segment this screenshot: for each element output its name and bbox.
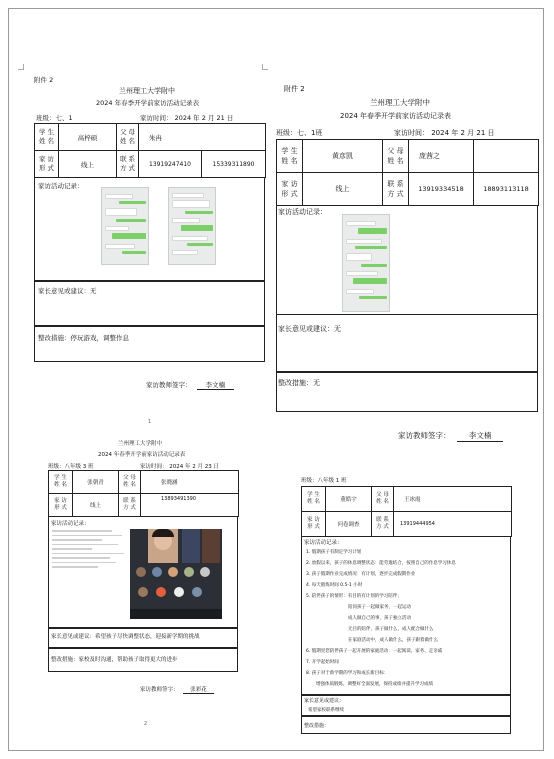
activity-record-label: 家访活动记录： bbox=[51, 521, 90, 527]
parent-name: 王冰霞 bbox=[394, 487, 512, 512]
page-number: 1 bbox=[148, 419, 152, 425]
class-info: 班级：八年级 3 班 bbox=[48, 464, 94, 470]
visit-form: 线上 bbox=[303, 173, 383, 206]
visit-form-label: 家 访 形 式 bbox=[277, 173, 303, 206]
record-page-4 bbox=[296, 472, 532, 740]
teacher-signature-label: 家访教师签字： bbox=[398, 431, 451, 440]
teacher-name: 李文楠 bbox=[197, 380, 235, 390]
activity-record-label: 家访活动记录： bbox=[38, 182, 84, 190]
school-name: 兰州理工大学附中 bbox=[118, 441, 163, 447]
record-line-13: 增强体质锻炼，调整好全面发展，保持成绩并提升学习成绩 bbox=[316, 682, 433, 687]
teacher-signature bbox=[146, 380, 234, 390]
teacher-name: 李文楠 bbox=[457, 430, 504, 442]
activity-record-label: 家访活动记录： bbox=[304, 540, 343, 546]
teacher-signature bbox=[140, 685, 214, 694]
phone-message-screenshot bbox=[52, 530, 126, 571]
parent-opinion-label: 家长意见或建议： bbox=[304, 698, 345, 704]
student-name: 张朝青 bbox=[73, 471, 119, 494]
student-name: 董皓宇 bbox=[326, 487, 372, 512]
visit-form-label: 家 访 形 式 bbox=[302, 512, 326, 537]
record-line-11: 7. 开学起始时间 bbox=[306, 660, 339, 665]
teacher-name: 张彩花 bbox=[183, 685, 214, 694]
visit-form: 线上 bbox=[59, 151, 117, 178]
contact-phone-2: 15339311890 bbox=[202, 151, 266, 178]
contact-phone-1: 13919247410 bbox=[139, 151, 202, 178]
chat-screenshot-1 bbox=[101, 187, 149, 265]
contact-label: 联 系 方 式 bbox=[383, 173, 409, 206]
visit-form-label: 家 访 形 式 bbox=[49, 494, 73, 517]
class-info: 班级：八年级 1 班 bbox=[301, 478, 347, 484]
parent-name: 朱冉 bbox=[139, 124, 266, 151]
parent-opinion: 家长意见或建议：无 bbox=[38, 287, 97, 295]
chat-screenshot-2 bbox=[168, 187, 216, 265]
record-line-2: 2. 放假以来，孩子的休息调整状态：能劳逸结合，按照自己的作息学习休息 bbox=[306, 561, 456, 566]
record-page-3 bbox=[40, 436, 245, 736]
parent-name: 庞茜之 bbox=[409, 140, 474, 173]
class-info: 班级：七、1 bbox=[36, 114, 73, 122]
record-line-1: 1. 假期孩子有制定学习计划 bbox=[306, 550, 362, 555]
attachment-label: 附件 2 bbox=[284, 85, 305, 93]
video-call-screenshot bbox=[130, 529, 222, 619]
parent-opinion: 家长意见或建议：希望孩子尽快调整状态，迎接新学期的挑战 bbox=[51, 634, 200, 640]
activity-record-box bbox=[34, 177, 265, 281]
parent-name: 张晓涵 bbox=[141, 471, 239, 494]
visit-form: 问卷调查 bbox=[326, 512, 372, 537]
record-info-table bbox=[48, 470, 239, 517]
record-info-table bbox=[34, 123, 266, 178]
student-name-label: 学 生 姓 名 bbox=[49, 471, 73, 494]
contact-label: 联 系 方 式 bbox=[117, 151, 139, 178]
form-title: 2024 年春季开学前家访活动记录表 bbox=[98, 452, 186, 458]
parent-opinion: 家长意见或建议：无 bbox=[278, 325, 341, 333]
rectification-measures: 整改措施：无 bbox=[278, 379, 320, 387]
activity-record-box bbox=[276, 205, 538, 315]
parent-name-label: 父 母 姓 名 bbox=[383, 140, 409, 173]
chat-screenshot bbox=[342, 214, 390, 312]
measure-box bbox=[301, 716, 511, 734]
record-line-12: 8. 孩子对于新学期的学习和成长新目标： bbox=[306, 671, 389, 676]
visit-date: 家访时间： 2024 年 2 月 21 日 bbox=[140, 114, 234, 122]
parent-name-label: 父 母 姓 名 bbox=[117, 124, 139, 151]
visit-date: 家访时间： 2024 年 2 月 21 日 bbox=[394, 129, 495, 137]
rectification-measures: 整改措施：停玩游戏，调整作息 bbox=[38, 334, 129, 342]
student-name-label: 学 生 姓 名 bbox=[277, 140, 303, 173]
rectification-measures: 整改措施： bbox=[304, 723, 330, 729]
contact-label: 联 系 方 式 bbox=[372, 512, 394, 537]
activity-record-label: 家访活动记录： bbox=[278, 208, 327, 216]
contact-phone-1: 13919334518 bbox=[409, 173, 474, 206]
teacher-signature bbox=[398, 430, 503, 442]
contact-phone: 13919444954 bbox=[394, 512, 512, 537]
record-line-7: 成人做自己的事，孩子独立活动 bbox=[348, 616, 411, 621]
parent-opinion: 希望家校联系继续 bbox=[308, 708, 344, 713]
measure-box bbox=[34, 326, 265, 362]
rectification-measures: 整改措施：家校及时沟通，帮助孩子取得更大的进步 bbox=[51, 657, 178, 663]
contact-label: 联 系 方 式 bbox=[119, 494, 141, 517]
student-name-label: 学 生 姓 名 bbox=[302, 487, 326, 512]
record-info-table bbox=[301, 486, 512, 537]
record-line-6: 陪同孩子一起做家务，一起运动 bbox=[348, 605, 411, 610]
parent-name-label: 父 母 姓 名 bbox=[119, 471, 141, 494]
record-line-9: 在家庭活动中，成人做什么，孩子跟着做什么 bbox=[348, 638, 438, 643]
contact-phone: 13893491390 bbox=[141, 494, 239, 517]
record-line-5: 5. 陪伴孩子的情形：有目的有计划的学习陪伴； bbox=[306, 594, 402, 599]
parent-name-label: 父 母 姓 名 bbox=[372, 487, 394, 512]
record-info-table bbox=[276, 139, 539, 206]
class-info: 班级：七、1班 bbox=[276, 129, 323, 137]
record-page-2 bbox=[272, 78, 540, 448]
form-title: 2024 年春季开学前家访活动记录表 bbox=[96, 99, 200, 107]
contact-phone-2: 18893113118 bbox=[474, 173, 539, 206]
student-name: 黄彦凯 bbox=[303, 140, 383, 173]
teacher-signature-label: 家访教师签字： bbox=[146, 381, 192, 389]
record-line-3: 3. 孩子假期作业完成情况：有计划，逐步完成假期作业 bbox=[306, 572, 416, 577]
attachment-label: 附件 2 bbox=[34, 76, 54, 84]
visit-date: 家访时间： 2024 年 2 月 23 日 bbox=[140, 464, 219, 470]
visit-form: 线上 bbox=[73, 494, 119, 517]
page-number: 2 bbox=[144, 721, 148, 727]
student-name-label: 学 生 姓 名 bbox=[35, 124, 59, 151]
record-line-8: 无目的陪伴，孩子做什么，成人配合做什么 bbox=[348, 627, 434, 632]
school-name: 兰州理工大学附中 bbox=[119, 87, 175, 95]
visit-form-label: 家 访 形 式 bbox=[35, 151, 59, 178]
record-line-10: 6. 假期里您陪伴孩子一起开展的家庭活动：一起阅读、家务、走亲戚 bbox=[306, 649, 443, 654]
school-name: 兰州理工大学附中 bbox=[370, 98, 430, 107]
student-name: 高梓硕 bbox=[59, 124, 117, 151]
record-page-1 bbox=[16, 62, 268, 425]
record-line-4: 4. 每天锻炼时间 0.5-1 小时 bbox=[306, 583, 363, 588]
teacher-signature-label: 家访教师签字： bbox=[140, 687, 179, 693]
form-title: 2024 年春季开学前家访活动记录表 bbox=[340, 112, 452, 120]
